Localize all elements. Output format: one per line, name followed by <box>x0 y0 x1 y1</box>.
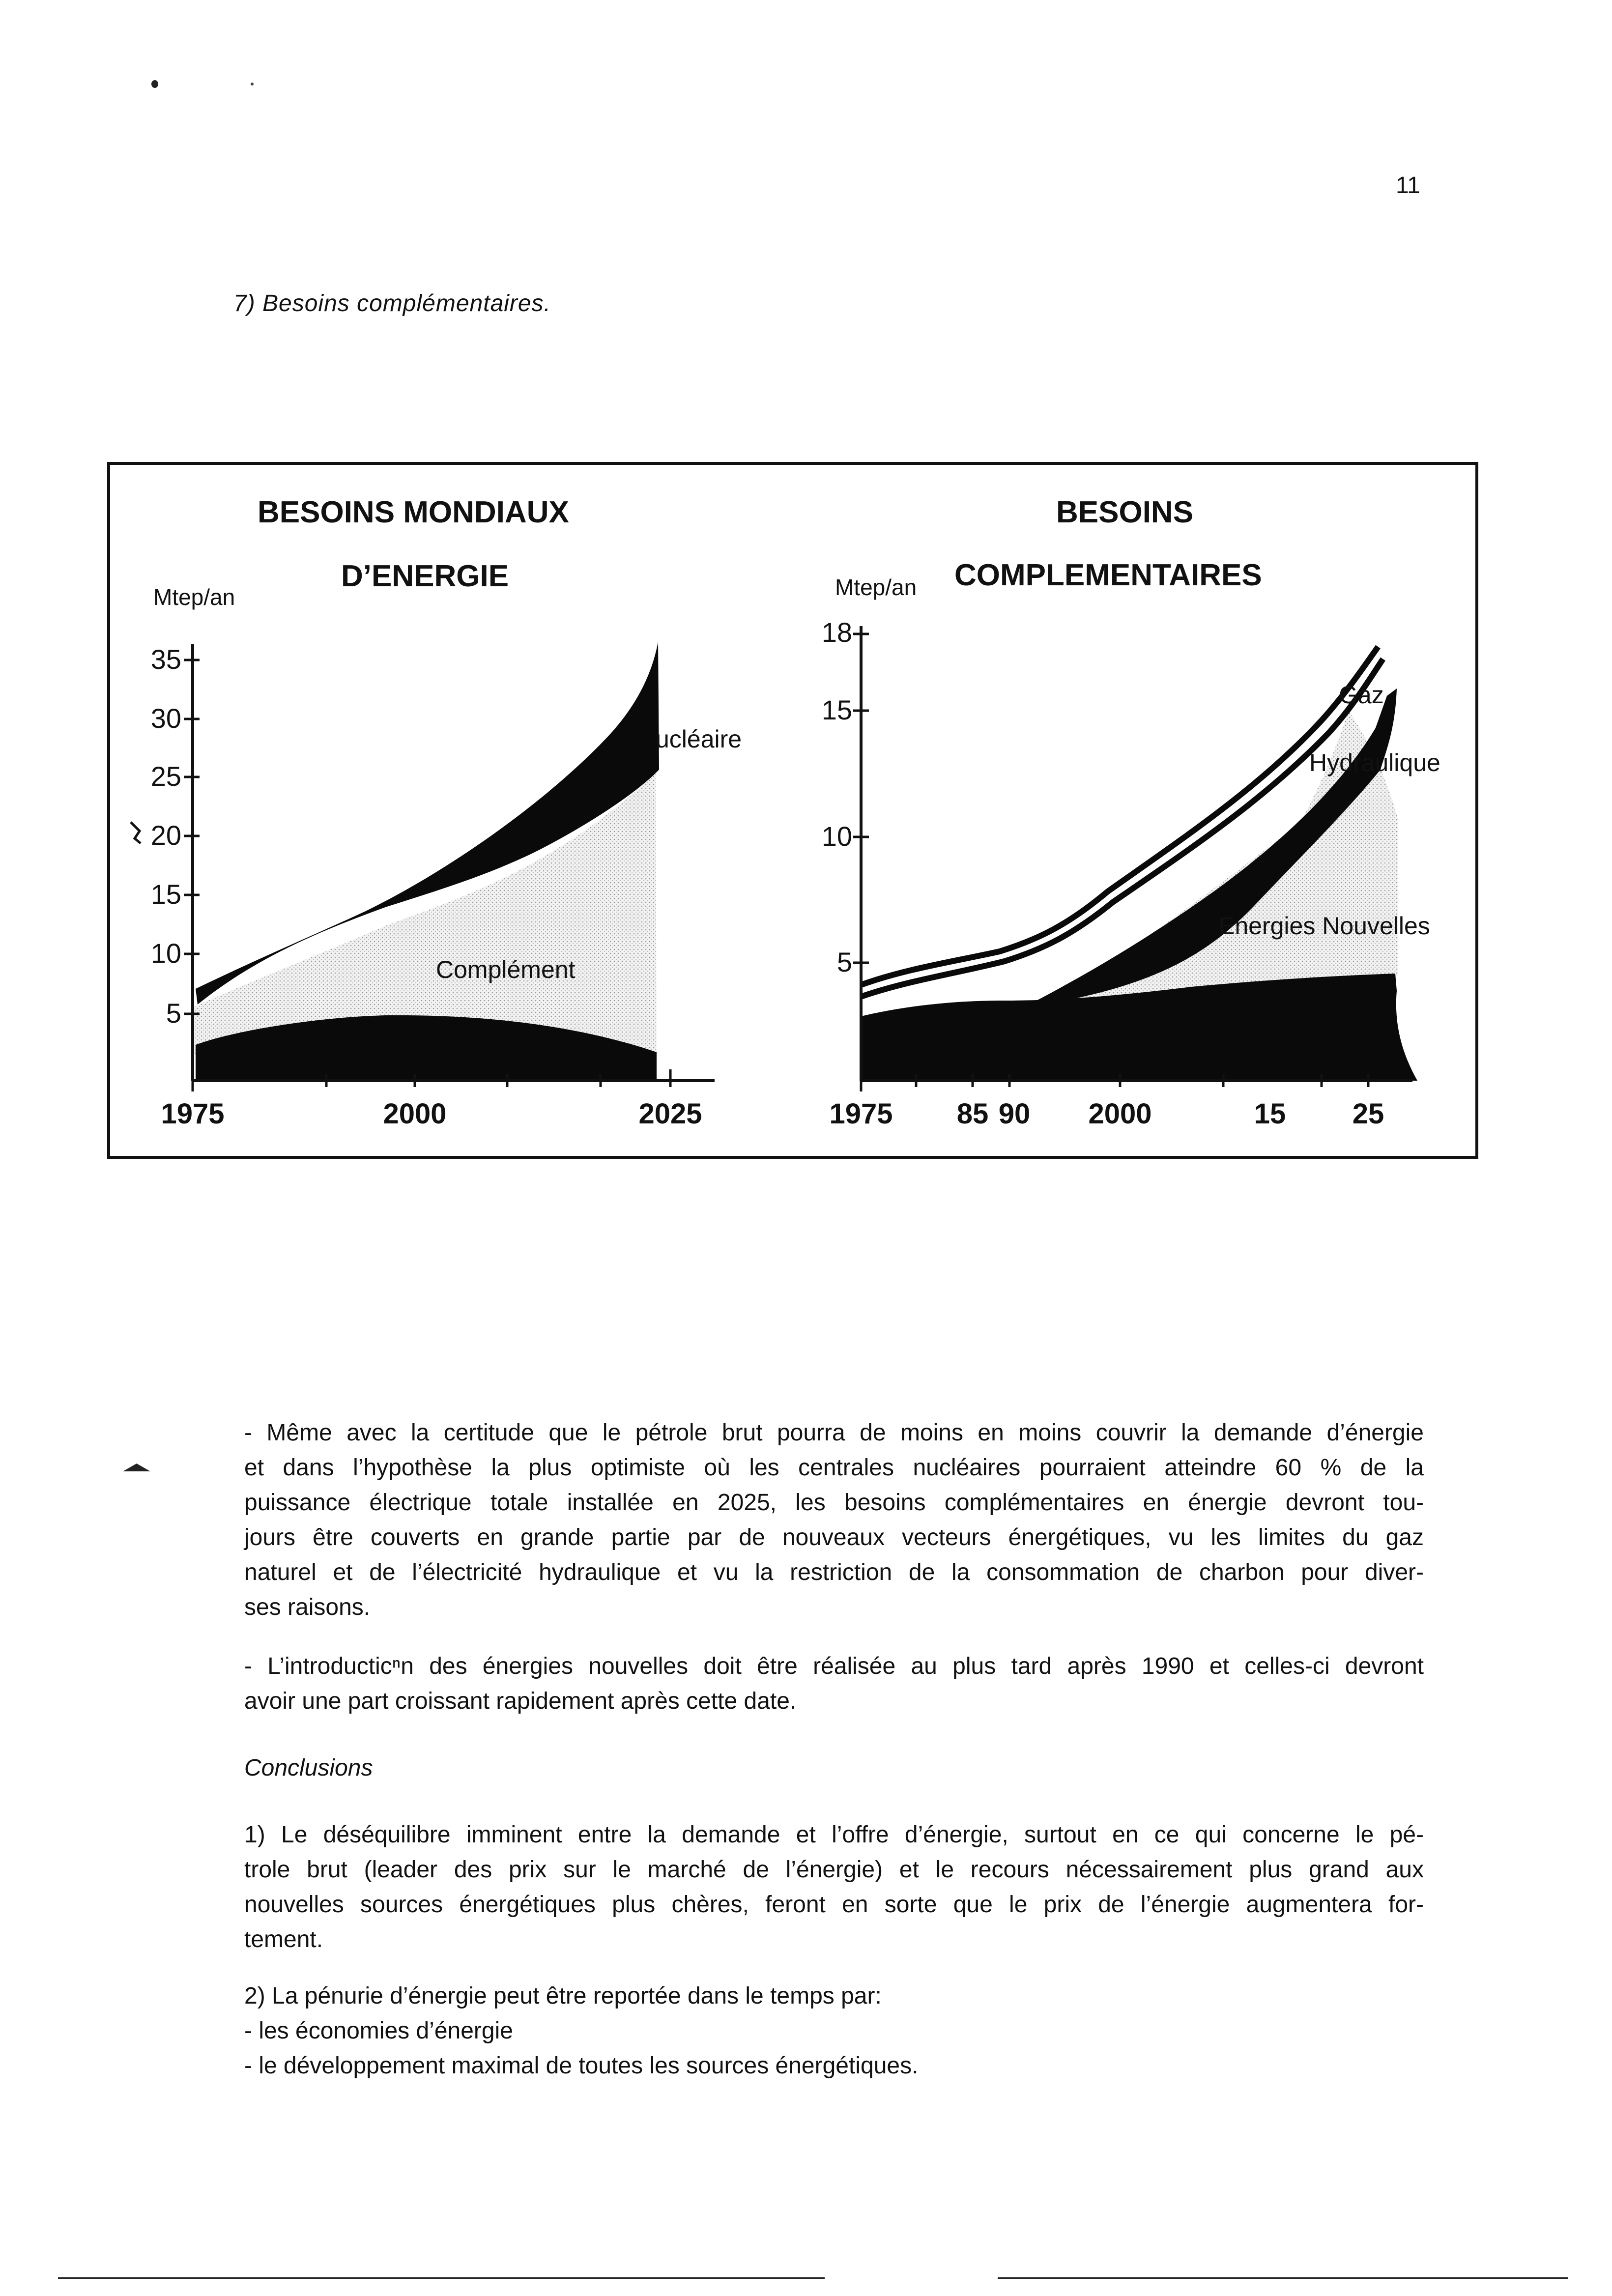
footer-rule <box>58 2277 825 2279</box>
paragraph-line: 1) Le déséquilibre imminent entre la demande et l’offre d’énergie, surtout en ce qui concerne le pé- <box>244 1822 1424 1848</box>
right-x-tick-15: 15 <box>1254 1098 1286 1130</box>
paragraph-line: - les économies d’énergie <box>244 2018 513 2044</box>
paragraph-line: 2) La pénurie d’énergie peut être reportée dans le temps par: <box>244 1983 882 2009</box>
paragraph-line: ses raisons. <box>244 1594 371 1620</box>
right-y-tick-10: 10 <box>821 821 852 852</box>
paragraph-line: puissance électrique totale installée en 2025, les besoins complémentaires en énergie devront tou- <box>244 1490 1424 1516</box>
right-chart-title-line1: BESOINS <box>1056 495 1194 529</box>
conclusions-heading: Conclusions <box>244 1755 373 1781</box>
right-label-gaz: Gaz <box>1339 681 1384 709</box>
left-label-complement: Complément <box>436 956 576 983</box>
page-number: 11 <box>1396 172 1420 199</box>
paragraph-3 <box>244 1817 1424 1957</box>
right-label-energies-nouvelles: Energies Nouvelles <box>1218 912 1430 940</box>
right-chart-title-line2: COMPLEMENTAIRES <box>954 558 1262 592</box>
left-x-tick-2000: 2000 <box>383 1098 447 1130</box>
left-y-tick-35: 35 <box>150 644 181 675</box>
right-x-tick-1975: 1975 <box>829 1098 893 1130</box>
section-title: 7) Besoins complémentaires. <box>233 290 551 316</box>
scan-speck <box>151 80 158 88</box>
left-y-tick-20: 20 <box>150 820 181 851</box>
figure-frame <box>107 462 1478 1159</box>
left-y-tick-30: 30 <box>150 703 181 734</box>
paragraph-line: - L’introducticⁿn des énergies nouvelles doit être réalisée au plus tard après 1990 et celles-ci devront <box>244 1653 1424 1679</box>
right-y-tick-18: 18 <box>821 617 852 648</box>
paragraph-line: - le développement maximal de toutes les sources énergétiques. <box>244 2053 919 2079</box>
right-x-tick-2000: 2000 <box>1088 1098 1152 1130</box>
right-chart-y-unit: Mtep/an <box>835 574 917 600</box>
paragraph-1 <box>244 1415 1424 1625</box>
right-x-tick-85: 85 <box>956 1098 989 1130</box>
left-label-nucleaire: ucléaire <box>656 725 742 753</box>
paragraph-2 <box>244 1649 1424 1719</box>
right-label-hydraulique: Hydraulique <box>1309 749 1440 776</box>
left-y-tick-15: 15 <box>150 879 181 910</box>
right-x-tick-90: 90 <box>998 1098 1031 1130</box>
footer-rule <box>998 2277 1568 2279</box>
left-x-tick-1975: 1975 <box>161 1098 225 1130</box>
left-chart-y-unit: Mtep/an <box>153 584 235 610</box>
left-chart <box>131 495 742 1130</box>
paragraph-line: naturel et de l’électricité hydraulique et vu la restriction de la consommation de charbon pour diver- <box>244 1559 1424 1585</box>
margin-mark <box>123 1464 150 1471</box>
right-y-tick-5: 5 <box>836 947 852 977</box>
paragraph-line: - Même avec la certitude que le pétrole brut pourra de moins en moins couvrir la demande d’énergie <box>244 1420 1424 1446</box>
left-chart-title-line1: BESOINS MONDIAUX <box>258 495 569 529</box>
paragraph-line: trole brut (leader des prix sur le marché de l’énergie) et le recours nécessairement plus grand aux <box>244 1857 1424 1883</box>
left-y-tick-5: 5 <box>166 998 181 1029</box>
arrow-mark <box>131 822 141 843</box>
right-x-tick-25: 25 <box>1352 1098 1384 1130</box>
right-y-tick-15: 15 <box>821 694 852 725</box>
paragraph-line: tement. <box>244 1926 323 1952</box>
paragraph-line: et dans l’hypothèse la plus optimiste où les centrales nucléaires pourraient atteindre 60 % de la <box>244 1455 1424 1481</box>
paragraph-line: avoir une part croissant rapidement après cette date. <box>244 1688 797 1714</box>
left-y-tick-10: 10 <box>150 938 181 969</box>
scan-speck <box>251 83 254 86</box>
paragraph-4 <box>244 1979 1424 2083</box>
left-chart-title-line2: D’ENERGIE <box>341 559 509 593</box>
paragraph-line: nouvelles sources énergétiques plus chères, feront en sorte que le prix de l’énergie augmentera for- <box>244 1892 1424 1918</box>
left-y-tick-25: 25 <box>150 761 181 792</box>
paragraph-line: jours être couverts en grande partie par de nouveaux vecteurs énergétiques, vu les limites du gaz <box>244 1524 1424 1550</box>
right-chart <box>822 495 1440 1130</box>
left-x-tick-2025: 2025 <box>638 1098 702 1130</box>
figure-drawing <box>110 465 1475 1156</box>
